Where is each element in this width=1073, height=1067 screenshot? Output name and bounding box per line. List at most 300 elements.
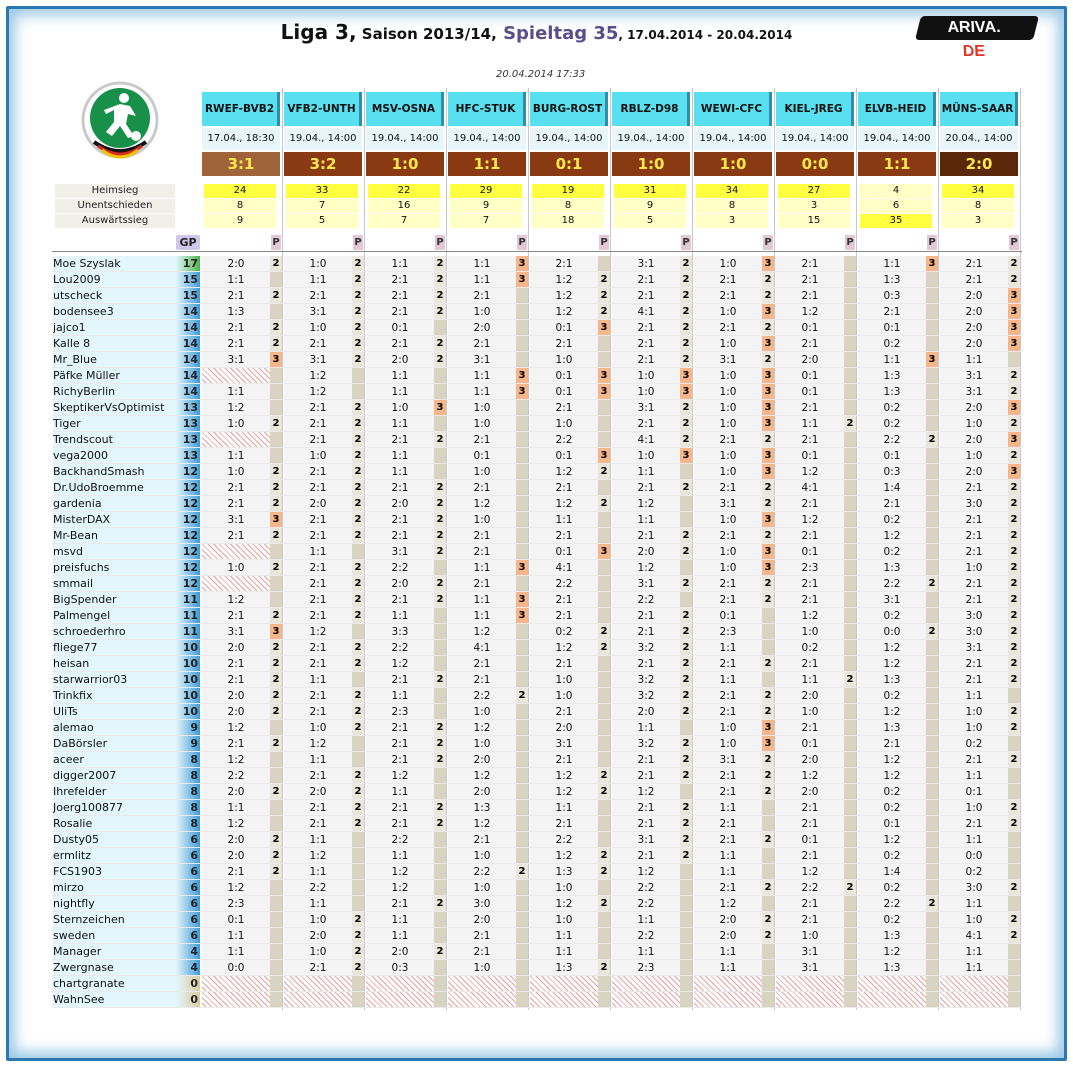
player-name[interactable]: bodensee3 [53, 304, 191, 320]
points-cell [352, 880, 364, 896]
points-cell [844, 384, 856, 400]
player-name[interactable]: Dr.UdoBroemme [53, 480, 191, 496]
tip-cell: 2:1 [776, 896, 844, 912]
player-name[interactable]: fliege77 [53, 640, 191, 656]
points-cell: 2 [352, 928, 364, 944]
tip-cell: 2:2 [366, 640, 434, 656]
tip-cell: 1:2 [776, 864, 844, 880]
tip-empty [366, 976, 434, 992]
match-code-0[interactable]: RWEF-BVB2 [202, 92, 280, 126]
tip-cell: 1:0 [940, 416, 1008, 432]
player-name[interactable]: sweden [53, 928, 191, 944]
tip-cell: 1:1 [366, 928, 434, 944]
player-name[interactable]: utscheck [53, 288, 191, 304]
points-cell: 2 [270, 256, 282, 272]
tip-cell: 3:2 [612, 736, 680, 752]
player-name[interactable]: jajco1 [53, 320, 191, 336]
points-cell [844, 832, 856, 848]
tip-cell: 2:2 [366, 560, 434, 576]
player-name[interactable]: Trendscout [53, 432, 191, 448]
points-cell [844, 848, 856, 864]
player-name[interactable]: Palmengel [53, 608, 191, 624]
stat-away-9: 3 [942, 214, 1014, 228]
tip-empty [776, 976, 844, 992]
match-code-8[interactable]: ELVB-HEID [858, 92, 936, 126]
tip-cell: 0:1 [530, 544, 598, 560]
player-name[interactable]: Lou2009 [53, 272, 191, 288]
points-cell: 2 [844, 880, 856, 896]
points-cell [516, 480, 528, 496]
points-cell [598, 752, 610, 768]
points-cell [926, 368, 938, 384]
tip-cell: 2:1 [694, 592, 762, 608]
player-name[interactable]: BigSpender [53, 592, 191, 608]
points-cell: 2 [270, 320, 282, 336]
player-name[interactable]: UliTs [53, 704, 191, 720]
tip-cell: 2:1 [284, 800, 352, 816]
tip-cell: 3:0 [940, 624, 1008, 640]
player-gp: 13 [176, 448, 200, 464]
points-cell: 2 [352, 768, 364, 784]
tip-cell: 2:0 [448, 912, 516, 928]
player-name[interactable]: Mr-Bean [53, 528, 191, 544]
points-cell: 2 [680, 640, 692, 656]
tip-cell: 0:0 [940, 848, 1008, 864]
player-name[interactable]: smmail [53, 576, 191, 592]
points-cell [680, 864, 692, 880]
player-gp: 14 [176, 368, 200, 384]
player-name[interactable]: SkeptikerVsOptimist [53, 400, 191, 416]
tip-cell: 1:2 [776, 512, 844, 528]
stat-home-9: 34 [942, 184, 1014, 198]
tip-cell: 2:0 [202, 704, 270, 720]
points-cell: 2 [516, 688, 528, 704]
tip-cell: 1:2 [202, 720, 270, 736]
player-name[interactable]: digger2007 [53, 768, 191, 784]
tip-empty [858, 976, 926, 992]
points-cell [844, 816, 856, 832]
tip-cell: 0:1 [858, 320, 926, 336]
player-name[interactable]: gardenia [53, 496, 191, 512]
player-gp: 11 [176, 592, 200, 608]
tip-cell: 0:2 [858, 544, 926, 560]
tip-cell: 2:1 [366, 304, 434, 320]
tip-cell: 3:1 [284, 352, 352, 368]
points-cell [926, 384, 938, 400]
tip-cell: 3:2 [612, 640, 680, 656]
points-cell [434, 912, 446, 928]
tip-cell: 1:2 [530, 640, 598, 656]
tip-cell: 2:1 [612, 816, 680, 832]
player-gp: 4 [176, 944, 200, 960]
points-cell [844, 928, 856, 944]
match-code-2[interactable]: MSV-OSNA [366, 92, 444, 126]
points-cell [926, 448, 938, 464]
tip-cell: 1:1 [284, 544, 352, 560]
tip-cell: 1:2 [530, 768, 598, 784]
tip-cell: 2:0 [940, 400, 1008, 416]
tip-cell: 2:0 [612, 704, 680, 720]
player-name[interactable]: Tiger [53, 416, 191, 432]
tip-cell: 2:1 [858, 736, 926, 752]
match-code-1[interactable]: VFB2-UNTH [284, 92, 362, 126]
player-name[interactable]: Mr_Blue [53, 352, 191, 368]
tip-cell: 1:2 [202, 400, 270, 416]
points-cell [434, 848, 446, 864]
stat-draw-3: 9 [450, 199, 522, 213]
points-cell: 2 [680, 288, 692, 304]
points-cell [680, 912, 692, 928]
tip-cell: 1:1 [940, 896, 1008, 912]
points-cell [844, 272, 856, 288]
player-name[interactable]: preisfuchs [53, 560, 191, 576]
tip-cell: 2:1 [448, 432, 516, 448]
player-name[interactable]: Päfke Müller [53, 368, 191, 384]
tip-cell: 2:1 [202, 496, 270, 512]
tip-cell: 1:0 [448, 400, 516, 416]
points-cell: 2 [1008, 752, 1020, 768]
player-name[interactable]: Kalle 8 [53, 336, 191, 352]
ariva-logo[interactable] [915, 16, 1039, 60]
tip-cell: 2:1 [284, 960, 352, 976]
tip-cell: 2:1 [694, 656, 762, 672]
points-cell: 2 [352, 608, 364, 624]
player-name[interactable]: mirzo [53, 880, 191, 896]
tip-cell: 2:1 [202, 320, 270, 336]
tip-cell: 1:4 [858, 864, 926, 880]
points-cell: 2 [352, 304, 364, 320]
points-cell [762, 848, 774, 864]
player-name[interactable]: Manager [53, 944, 191, 960]
tip-cell: 0:1 [530, 448, 598, 464]
player-name[interactable]: Zwergnase [53, 960, 191, 976]
tip-cell: 4:1 [448, 640, 516, 656]
tip-cell: 1:0 [284, 720, 352, 736]
player-name[interactable]: nightfly [53, 896, 191, 912]
points-cell: 2 [926, 576, 938, 592]
points-cell: 2 [680, 400, 692, 416]
player-name[interactable]: Sternzeichen [53, 912, 191, 928]
points-cell [926, 656, 938, 672]
points-cell: 2 [270, 704, 282, 720]
points-cell: 2 [434, 288, 446, 304]
points-header-0: P [272, 237, 280, 248]
points-cell: 2 [270, 640, 282, 656]
tip-cell: 1:1 [940, 960, 1008, 976]
points-cell [270, 800, 282, 816]
points-cell [926, 304, 938, 320]
tip-cell: 1:0 [694, 400, 762, 416]
tip-cell: 2:1 [940, 816, 1008, 832]
tip-cell: 1:3 [858, 720, 926, 736]
points-cell [516, 912, 528, 928]
points-cell: 2 [434, 576, 446, 592]
player-name[interactable]: alemao [53, 720, 191, 736]
player-name[interactable]: MisterDAX [53, 512, 191, 528]
tip-cell: 0:1 [448, 448, 516, 464]
points-cell [516, 544, 528, 560]
player-name[interactable]: chartgranate [53, 976, 191, 992]
tip-cell: 1:2 [530, 272, 598, 288]
tip-cell: 3:1 [694, 352, 762, 368]
player-name[interactable]: FCS1903 [53, 864, 191, 880]
player-gp: 13 [176, 432, 200, 448]
points-cell: 2 [680, 336, 692, 352]
column-separator [364, 88, 365, 1010]
tip-cell: 1:0 [940, 704, 1008, 720]
points-cell: 2 [270, 864, 282, 880]
tip-cell: 1:1 [694, 672, 762, 688]
points-cell [598, 832, 610, 848]
tip-cell: 1:3 [858, 960, 926, 976]
points-cell [844, 352, 856, 368]
match-date-5: 19.04., 14:00 [612, 128, 690, 150]
tip-cell: 1:0 [694, 464, 762, 480]
player-name[interactable]: RichyBerlin [53, 384, 191, 400]
tip-cell: 2:1 [202, 480, 270, 496]
player-name[interactable]: vega2000 [53, 448, 191, 464]
tip-cell: 2:0 [202, 688, 270, 704]
tip-cell: 2:1 [284, 656, 352, 672]
tip-cell: 1:1 [284, 896, 352, 912]
stat-home-8: 4 [860, 184, 932, 198]
points-cell [270, 944, 282, 960]
tip-cell: 2:1 [284, 576, 352, 592]
tip-cell: 2:1 [530, 608, 598, 624]
points-cell: 2 [270, 496, 282, 512]
points-cell: 2 [1008, 512, 1020, 528]
points-cell: 3 [516, 272, 528, 288]
points-cell [844, 512, 856, 528]
tip-cell: 2:1 [366, 272, 434, 288]
points-cell [1008, 736, 1020, 752]
tip-cell: 1:0 [694, 560, 762, 576]
player-name[interactable]: Trinkfix [53, 688, 191, 704]
points-cell [844, 656, 856, 672]
tip-cell: 2:2 [612, 880, 680, 896]
points-cell [844, 912, 856, 928]
points-cell [598, 992, 610, 1008]
points-cell [598, 336, 610, 352]
points-cell [844, 896, 856, 912]
points-cell: 3 [680, 368, 692, 384]
tip-cell: 3:1 [940, 640, 1008, 656]
points-cell: 2 [762, 656, 774, 672]
points-cell [844, 288, 856, 304]
points-cell: 2 [1008, 912, 1020, 928]
stat-home-3: 29 [450, 184, 522, 198]
points-cell: 3 [762, 512, 774, 528]
points-cell: 2 [1008, 816, 1020, 832]
player-gp: 6 [176, 928, 200, 944]
tip-cell: 2:0 [530, 720, 598, 736]
points-cell [844, 592, 856, 608]
tip-cell: 1:1 [530, 512, 598, 528]
player-name[interactable]: ermlitz [53, 848, 191, 864]
player-gp: 11 [176, 624, 200, 640]
tip-empty [940, 992, 1008, 1008]
points-cell [598, 528, 610, 544]
points-cell: 2 [352, 416, 364, 432]
tip-cell: 2:2 [612, 928, 680, 944]
tip-cell: 2:1 [448, 544, 516, 560]
points-cell: 3 [516, 592, 528, 608]
points-cell [844, 720, 856, 736]
tip-cell: 1:1 [366, 368, 434, 384]
column-separator [1020, 88, 1021, 1010]
tip-cell: 1:1 [366, 848, 434, 864]
tip-cell: 1:0 [202, 464, 270, 480]
tip-cell: 1:0 [694, 416, 762, 432]
match-code-7[interactable]: KIEL-JREG [776, 92, 854, 126]
tip-cell: 1:0 [530, 880, 598, 896]
tip-cell: 2:0 [202, 848, 270, 864]
match-code-6[interactable]: WEWI-CFC [694, 92, 772, 126]
player-name[interactable]: starwarrior03 [53, 672, 191, 688]
points-header-6: P [764, 237, 772, 248]
tip-cell: 1:0 [694, 336, 762, 352]
tip-cell: 3:1 [776, 960, 844, 976]
tip-cell: 1:2 [858, 752, 926, 768]
points-cell: 2 [598, 784, 610, 800]
points-cell [926, 848, 938, 864]
player-name[interactable]: Joerg100877 [53, 800, 191, 816]
tip-cell: 1:2 [612, 784, 680, 800]
points-cell: 2 [270, 688, 282, 704]
tip-cell: 2:2 [284, 880, 352, 896]
tip-cell: 1:0 [694, 720, 762, 736]
tip-cell: 3:2 [612, 688, 680, 704]
points-cell [926, 800, 938, 816]
points-cell: 2 [352, 560, 364, 576]
points-cell: 3 [762, 464, 774, 480]
tip-cell: 1:2 [530, 304, 598, 320]
tip-cell: 0:1 [776, 384, 844, 400]
points-cell [598, 672, 610, 688]
player-gp: 14 [176, 320, 200, 336]
points-cell: 3 [926, 256, 938, 272]
player-name[interactable]: Dusty05 [53, 832, 191, 848]
player-gp: 14 [176, 384, 200, 400]
points-cell: 2 [352, 464, 364, 480]
player-gp: 12 [176, 480, 200, 496]
tip-cell: 2:0 [776, 688, 844, 704]
points-cell: 2 [352, 448, 364, 464]
player-name[interactable]: BackhandSmash [53, 464, 191, 480]
match-date-9: 20.04., 14:00 [940, 128, 1018, 150]
tip-cell: 1:1 [694, 944, 762, 960]
points-cell [762, 992, 774, 1008]
points-cell: 2 [352, 352, 364, 368]
column-separator [856, 88, 857, 1010]
player-name[interactable]: WahnSee [53, 992, 191, 1008]
points-cell: 2 [926, 624, 938, 640]
points-cell: 2 [762, 576, 774, 592]
points-cell: 2 [762, 320, 774, 336]
points-cell: 2 [598, 464, 610, 480]
tip-cell: 2:1 [284, 464, 352, 480]
player-gp: 13 [176, 400, 200, 416]
tip-cell: 3:1 [694, 496, 762, 512]
tip-cell: 0:1 [776, 736, 844, 752]
points-cell: 2 [1008, 640, 1020, 656]
tip-cell: 1:1 [366, 688, 434, 704]
player-name[interactable]: msvd [53, 544, 191, 560]
points-cell [352, 976, 364, 992]
tip-cell: 1:0 [612, 368, 680, 384]
tip-cell: 0:3 [366, 960, 434, 976]
stat-away-5: 5 [614, 214, 686, 228]
tip-cell: 1:2 [366, 656, 434, 672]
points-cell [270, 448, 282, 464]
points-cell [844, 960, 856, 976]
points-cell: 2 [270, 416, 282, 432]
tip-cell: 1:1 [448, 256, 516, 272]
player-name[interactable]: heisan [53, 656, 191, 672]
points-cell: 2 [1008, 656, 1020, 672]
points-cell [1008, 976, 1020, 992]
tip-cell: 1:3 [858, 368, 926, 384]
tip-cell: 1:0 [776, 704, 844, 720]
tip-cell: 2:0 [448, 320, 516, 336]
points-cell [598, 944, 610, 960]
column-separator [938, 88, 939, 1010]
points-cell: 3 [1008, 400, 1020, 416]
points-cell [516, 400, 528, 416]
tip-cell: 2:1 [284, 400, 352, 416]
points-cell [844, 624, 856, 640]
points-cell [516, 528, 528, 544]
match-code-5[interactable]: RBLZ-D98 [612, 92, 690, 126]
player-gp: 6 [176, 896, 200, 912]
tip-cell: 1:0 [694, 544, 762, 560]
stat-away-8: 35 [860, 214, 932, 228]
player-name[interactable]: schroederhro [53, 624, 191, 640]
player-name[interactable]: Ihrefelder [53, 784, 191, 800]
tip-cell: 1:2 [858, 528, 926, 544]
player-gp: 13 [176, 416, 200, 432]
title-matchday: Spieltag 35 [496, 23, 619, 44]
stat-draw-5: 9 [614, 199, 686, 213]
stat-away-2: 7 [368, 214, 440, 228]
player-gp: 12 [176, 496, 200, 512]
tip-cell: 2:2 [530, 576, 598, 592]
tip-cell: 1:2 [530, 784, 598, 800]
player-name[interactable]: DaBörsler [53, 736, 191, 752]
match-code-3[interactable]: HFC-STUK [448, 92, 526, 126]
player-name[interactable]: Rosalie [53, 816, 191, 832]
points-cell [516, 496, 528, 512]
tip-cell: 0:0 [858, 624, 926, 640]
points-cell [762, 976, 774, 992]
tip-cell: 1:0 [448, 416, 516, 432]
player-name[interactable]: Moe Szyslak [53, 256, 191, 272]
points-cell [270, 544, 282, 560]
points-cell [926, 960, 938, 976]
player-gp: 14 [176, 352, 200, 368]
tip-cell: 2:0 [366, 576, 434, 592]
tip-cell: 3:1 [202, 352, 270, 368]
points-cell: 3 [762, 336, 774, 352]
match-code-4[interactable]: BURG-ROST [530, 92, 608, 126]
player-name[interactable]: aceer [53, 752, 191, 768]
match-code-9[interactable]: MÜNS-SAAR [940, 92, 1018, 126]
points-cell: 3 [270, 512, 282, 528]
tip-cell: 4:1 [940, 928, 1008, 944]
tip-cell: 1:0 [530, 912, 598, 928]
points-cell [844, 304, 856, 320]
points-cell [516, 848, 528, 864]
